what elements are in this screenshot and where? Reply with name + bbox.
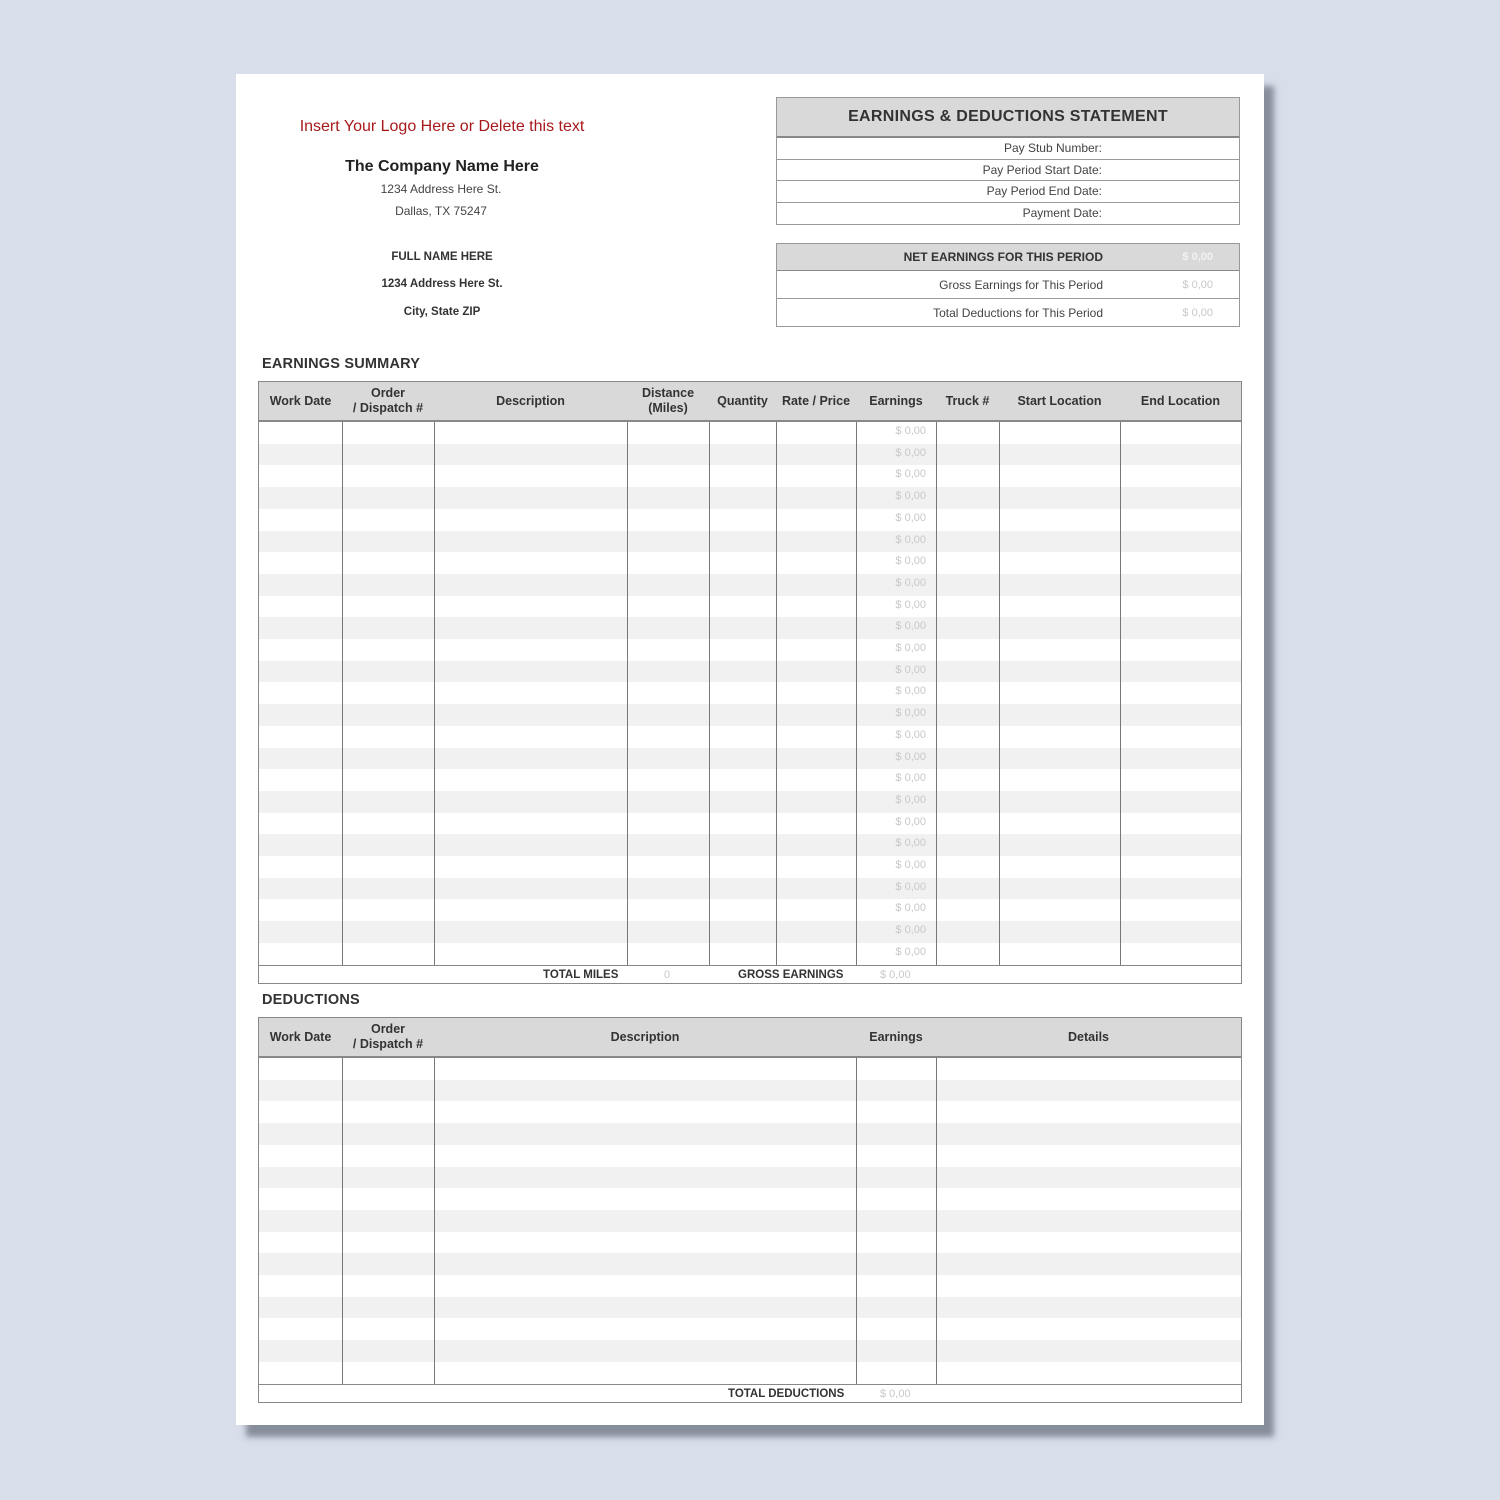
- row-earnings-value[interactable]: $ 0,00: [895, 815, 926, 828]
- row-earnings-value[interactable]: $ 0,00: [895, 707, 926, 720]
- column-header-description: Description: [496, 393, 565, 408]
- row-earnings-value[interactable]: $ 0,00: [895, 468, 926, 481]
- row-earnings-value[interactable]: $ 0,00: [895, 620, 926, 633]
- row-earnings-value[interactable]: $ 0,00: [895, 924, 926, 937]
- row-earnings-value[interactable]: $ 0,00: [895, 490, 926, 503]
- gross-earnings-label: Gross Earnings for This Period: [939, 277, 1103, 292]
- row-earnings-value[interactable]: $ 0,00: [895, 576, 926, 589]
- row-earnings-value[interactable]: $ 0,00: [895, 642, 926, 654]
- gross-earnings-row: [777, 271, 1239, 299]
- row-earnings-value[interactable]: $ 0,00: [895, 902, 926, 915]
- column-divider: [856, 422, 857, 965]
- earnings-totals-row: [259, 965, 1241, 987]
- row-earnings-value[interactable]: $ 0,00: [895, 555, 926, 568]
- payment-date-field[interactable]: Payment Date:: [1022, 206, 1102, 221]
- column-header-start-location: Start Location: [1017, 393, 1102, 408]
- table-row-stripe: [259, 444, 1241, 466]
- table-row-stripe: [259, 661, 1241, 683]
- table-row-stripe: [259, 748, 1241, 770]
- column-header-order-dispatch: Order / Dispatch #: [352, 386, 424, 415]
- net-earnings-value: $ 0,00: [1182, 251, 1213, 263]
- row-earnings-value[interactable]: $ 0,00: [895, 425, 926, 437]
- row-earnings-value[interactable]: $ 0,00: [895, 511, 926, 524]
- pay-period-start-field[interactable]: Pay Period Start Date:: [777, 160, 1239, 182]
- net-earnings-label: NET EARNINGS FOR THIS PERIOD: [903, 250, 1103, 264]
- row-earnings-value[interactable]: $ 0,00: [895, 685, 926, 698]
- row-earnings-value[interactable]: $ 0,00: [895, 837, 926, 850]
- total-deductions-total-value: $ 0,00: [880, 1387, 911, 1400]
- column-divider: [776, 422, 777, 965]
- column-header-earnings: Earnings: [869, 393, 923, 408]
- column-header-truck: Truck #: [945, 393, 990, 408]
- table-row-stripe: [259, 1167, 1241, 1189]
- table-row-stripe: [259, 1123, 1241, 1145]
- table-row-stripe: [259, 834, 1241, 856]
- column-divider: [999, 422, 1000, 965]
- table-row-stripe: [259, 921, 1241, 943]
- statement-box: [776, 97, 1240, 225]
- row-earnings-value[interactable]: $ 0,00: [895, 598, 926, 611]
- row-earnings-value[interactable]: $ 0,00: [895, 750, 926, 763]
- total-deductions-row: [777, 299, 1239, 326]
- table-row-stripe: [259, 487, 1241, 509]
- column-header-quantity: Quantity: [717, 393, 768, 408]
- gross-earnings-total-value: $ 0,00: [880, 968, 911, 981]
- column-divider: [936, 1058, 937, 1384]
- column-header-distance: Distance (Miles): [641, 386, 695, 415]
- column-divider: [434, 1058, 435, 1384]
- employee-name: FULL NAME HERE: [391, 251, 493, 263]
- row-earnings-value[interactable]: $ 0,00: [895, 663, 926, 676]
- table-row-stripe: [259, 1210, 1241, 1232]
- column-divider: [342, 1058, 343, 1384]
- earnings-table: [258, 381, 1242, 984]
- column-divider: [709, 422, 710, 965]
- deductions-totals-row: [259, 1384, 1241, 1406]
- column-divider: [434, 422, 435, 965]
- row-earnings-value[interactable]: $ 0,00: [895, 533, 926, 546]
- row-earnings-value[interactable]: $ 0,00: [895, 880, 926, 893]
- table-row-stripe: [259, 704, 1241, 726]
- company-name: The Company Name Here: [345, 158, 539, 175]
- table-row-stripe: [259, 1253, 1241, 1275]
- deductions-column-header-description: Description: [610, 1029, 680, 1044]
- pay-stub-page: [236, 74, 1264, 1425]
- deductions-column-header-order-dispatch: Order / Dispatch #: [352, 1022, 424, 1051]
- column-divider: [936, 422, 937, 965]
- column-divider: [1120, 422, 1121, 965]
- table-row-stripe: [259, 878, 1241, 900]
- statement-title: EARNINGS & DEDUCTIONS STATEMENT: [777, 98, 1239, 138]
- deductions-table: [258, 1017, 1242, 1403]
- table-row-stripe: [259, 574, 1241, 596]
- deductions-column-header-details: Details: [1068, 1029, 1109, 1044]
- total-miles-label: TOTAL MILES: [543, 968, 619, 981]
- logo-placeholder[interactable]: Insert Your Logo Here or Delete this text: [299, 118, 585, 135]
- deductions-title: DEDUCTIONS: [262, 992, 360, 1008]
- column-header-work-date: Work Date: [269, 393, 332, 408]
- employee-address: 1234 Address Here St.: [381, 278, 503, 290]
- company-address-line-2: Dallas, TX 75247: [395, 204, 487, 218]
- column-divider: [342, 422, 343, 965]
- column-header-end-location: End Location: [1140, 393, 1221, 408]
- net-earnings-box: [776, 243, 1240, 327]
- pay-stub-number-field[interactable]: Pay Stub Number:: [777, 138, 1239, 160]
- deductions-column-header-earnings: Earnings: [869, 1029, 923, 1044]
- table-row-stripe: [259, 791, 1241, 813]
- table-row-stripe: [259, 1080, 1241, 1102]
- gross-earnings-value: $ 0,00: [1182, 278, 1213, 291]
- total-miles-value: 0: [664, 968, 671, 981]
- table-row-stripe: [259, 531, 1241, 553]
- total-deductions-label: Total Deductions for This Period: [933, 305, 1103, 320]
- employee-city-state-zip: City, State ZIP: [403, 306, 481, 318]
- company-address-line-1: 1234 Address Here St.: [380, 182, 502, 196]
- row-earnings-value[interactable]: $ 0,00: [895, 945, 926, 958]
- row-earnings-value[interactable]: $ 0,00: [895, 793, 926, 806]
- pay-period-end-field[interactable]: Pay Period End Date:: [777, 181, 1239, 203]
- row-earnings-value[interactable]: $ 0,00: [895, 859, 926, 871]
- table-row-stripe: [259, 1297, 1241, 1319]
- row-earnings-value[interactable]: $ 0,00: [895, 446, 926, 459]
- total-deductions-value: $ 0,00: [1182, 306, 1213, 319]
- row-earnings-value[interactable]: $ 0,00: [895, 772, 926, 785]
- column-header-rate-price: Rate / Price: [781, 393, 851, 408]
- deductions-table-header: [259, 1018, 1241, 1058]
- gross-earnings-total-label: GROSS EARNINGS: [738, 968, 844, 981]
- table-row-stripe: [259, 1340, 1241, 1362]
- earnings-summary-title: EARNINGS SUMMARY: [262, 356, 421, 372]
- table-row-stripe: [259, 617, 1241, 639]
- net-earnings-row: [777, 244, 1239, 271]
- deductions-column-header-work-date: Work Date: [269, 1029, 332, 1044]
- row-earnings-value[interactable]: $ 0,00: [895, 728, 926, 741]
- total-deductions-total-label: TOTAL DEDUCTIONS: [728, 1387, 845, 1400]
- column-divider: [627, 422, 628, 965]
- earnings-table-header: [259, 382, 1241, 422]
- column-divider: [856, 1058, 857, 1384]
